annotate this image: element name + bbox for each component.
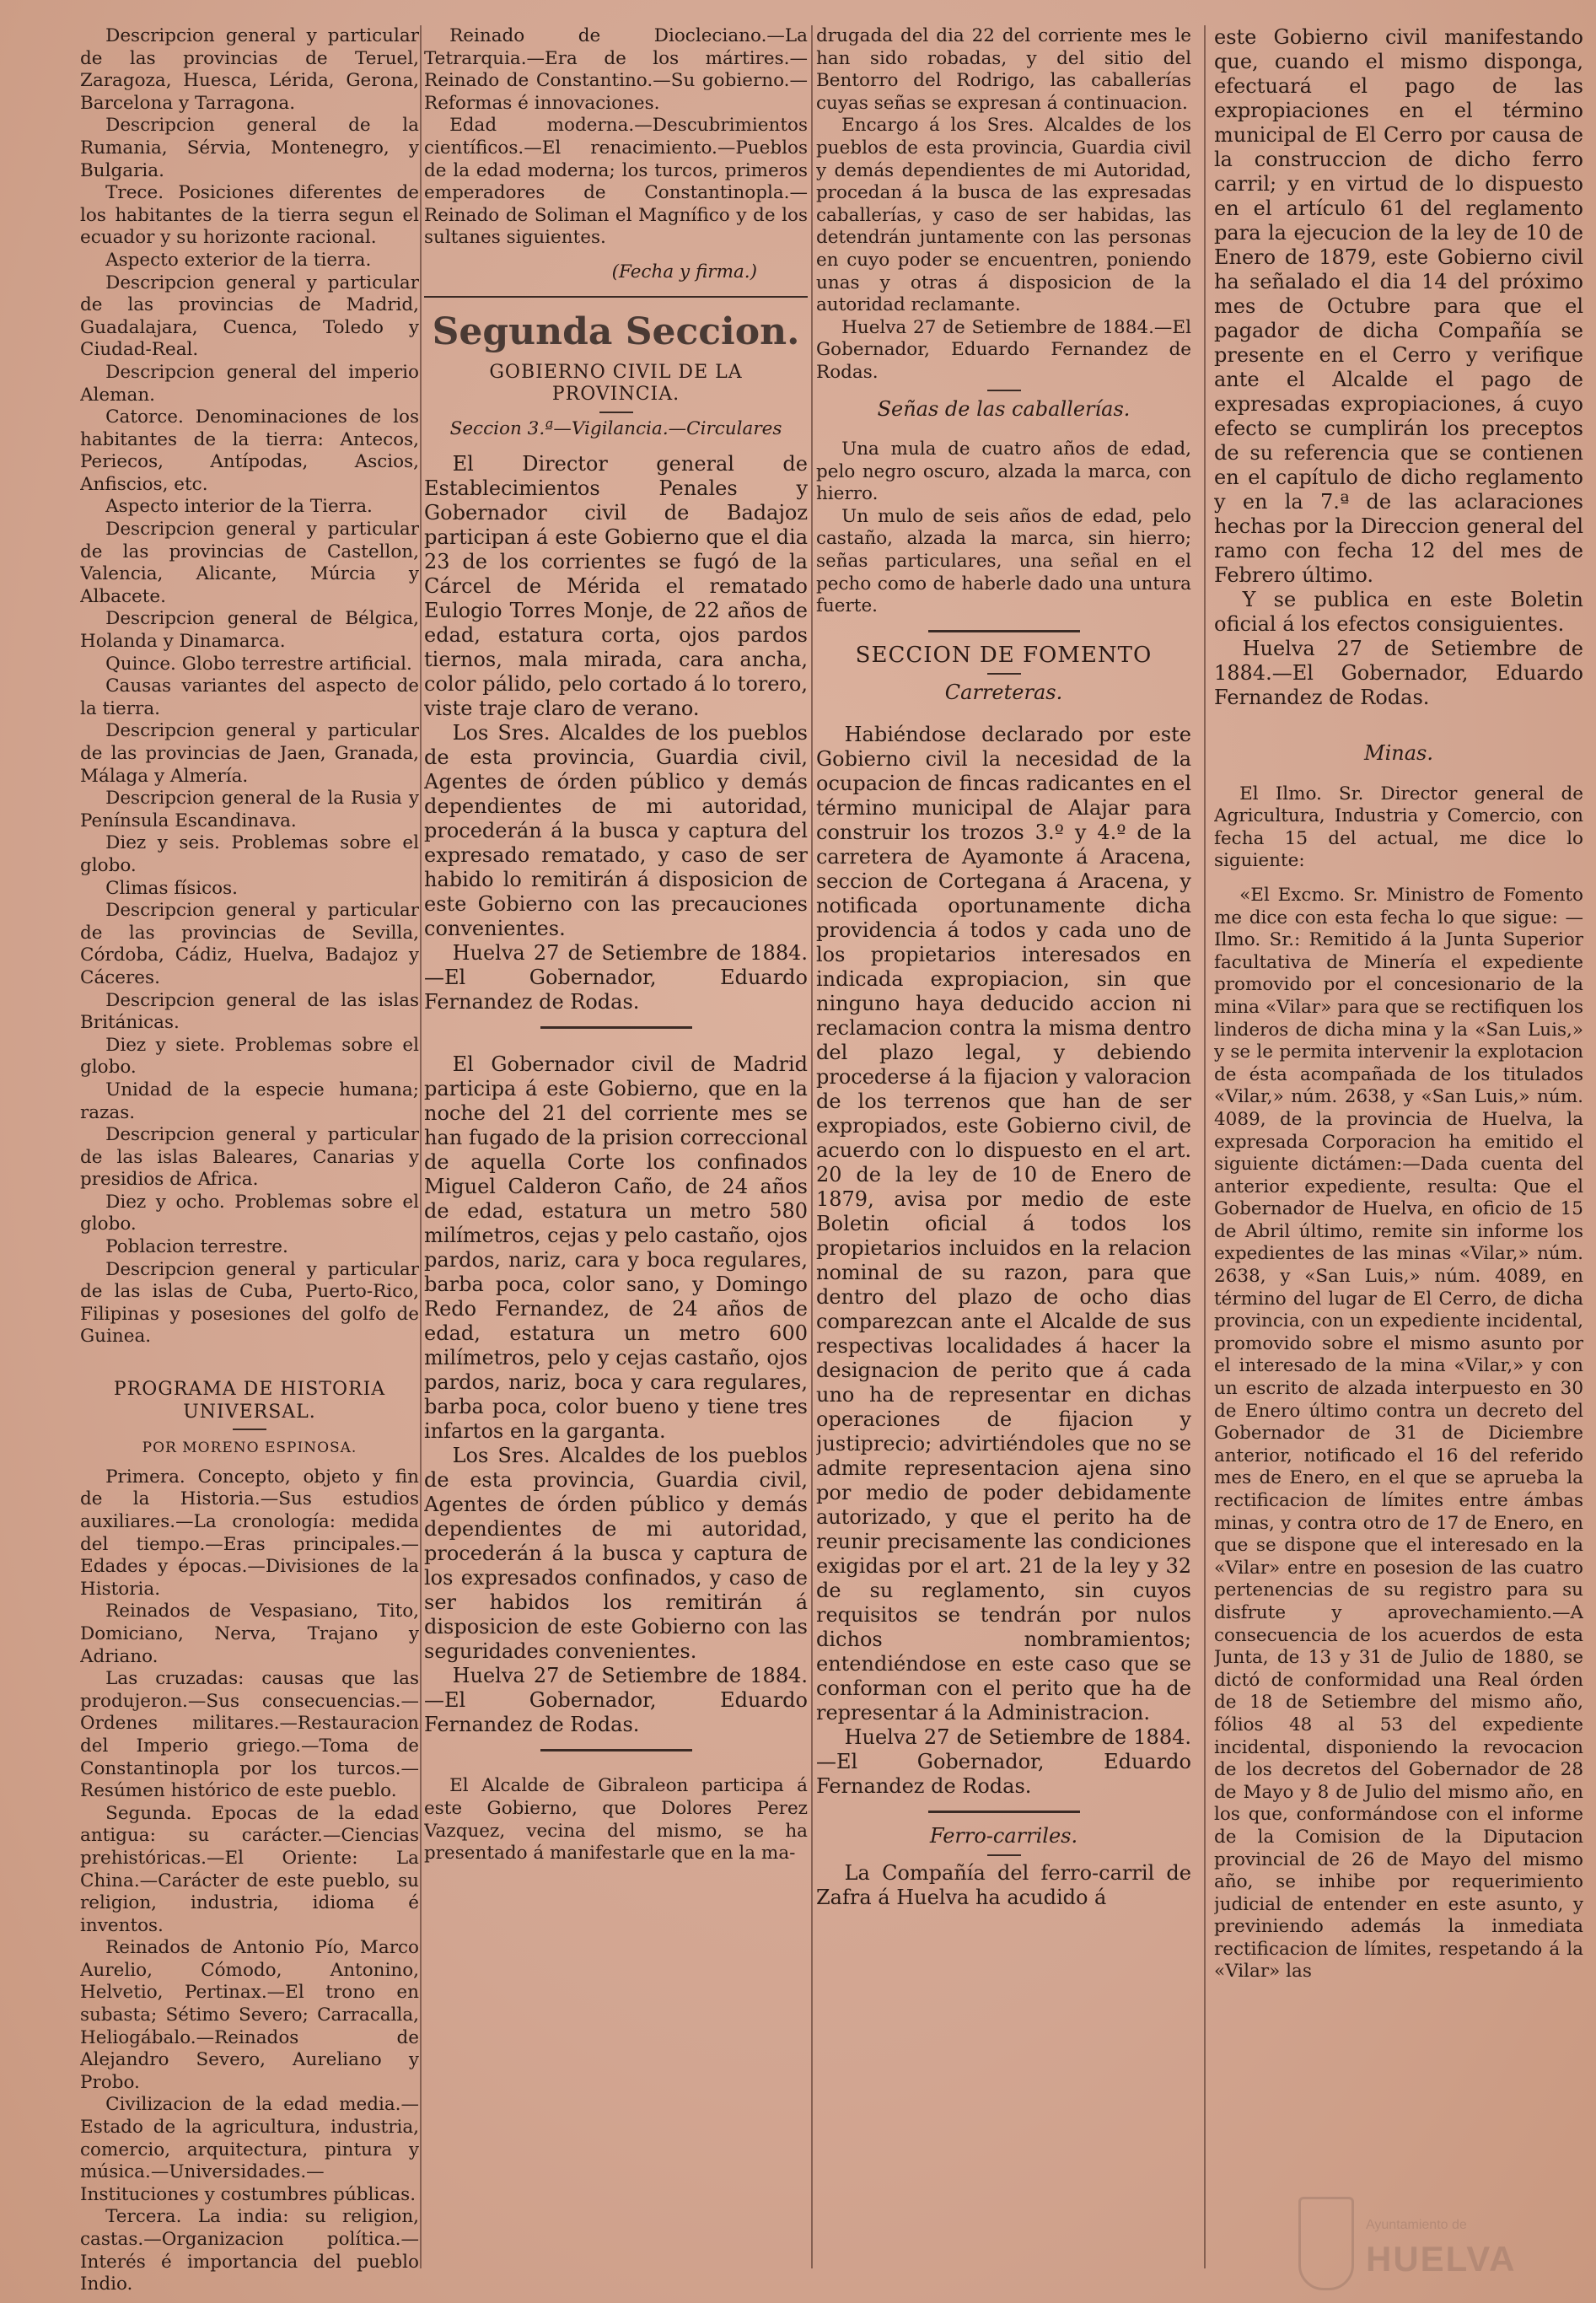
paragraph: El Alcalde de Gibraleon participa á este Gobierno, que Dolores Perez Vazquez, vecina del mismo, se ha presentado á manifestarle que en la ma- bbox=[424, 1775, 808, 1864]
paragraph: Edad moderna.—Descubrimientos científicos.—El renacimiento.—Pueblos de la edad moderna; los turcos, primeros emperadores de Constantinopla.—Reinado de Soliman el Magnífico y de los sultanes siguientes. bbox=[424, 115, 808, 249]
paragraph: Un mulo de seis años de edad, pelo castaño, alzada la marca, sin hierro; señas particulares, una señal en el pecho como de haberle dado una untura fuerte. bbox=[816, 505, 1191, 617]
paragraph: Descripcion general y particular de las provincias de Jaen, Granada, Málaga y Almería. bbox=[80, 720, 419, 787]
column-3 bbox=[816, 25, 1191, 1910]
paragraph: Reinados de Antonio Pío, Marco Aurelio, Cómodo, Antonino, Helvetio, Pertinax.—El trono en subasta; Sétimo Severo; Carracalla, Heliogábalo.—Reinados de Alejandro Severo, Aureliano y Probo. bbox=[80, 1937, 419, 2093]
paragraph: Aspecto interior de la Tierra. bbox=[105, 496, 373, 518]
programa-title: PROGRAMA DE HISTORIA UNIVERSAL. bbox=[113, 1379, 386, 1423]
watermark-line2: HUELVA bbox=[1366, 2239, 1517, 2279]
paragraph: Diez y siete. Problemas sobre el globo. bbox=[80, 1034, 419, 1079]
paragraph: Habiéndose declarado por este Gobierno civil la necesidad de la ocupacion de fincas radicantes en el término municipal de Alajar para construir los trozos 3.º y 4.º de la carretera de Ayamonte á Aracena, seccion de Cortegana á Aracena, y notificada oportunamente dicha providencia á todos y cada uno de los propietarios interesados en indicada expropiacion, sin que ninguno haya deducido accion ni reclamacion contra la misma dentro del plazo legal, y debiendo procederse á la fijacion y valoracion de los terrenos que han de ser expropiados, este Gobierno civil, de acuerdo con lo dispuesto en el art. 20 de la ley de 10 de Enero de 1879, avisa por medio de este Boletin oficial á todos los propietarios incluidos en la relacion nominal de su razon, para que dentro del plazo de ocho dias comparezcan ante el Alcalde de sus respectivas localidades á hacer la designacion de perito que á cada uno ha de representar en dichas operaciones de fijacion y justiprecio; advirtiéndoles que no se admite representacion ajena sino por medio de poder debidamente autorizado, y que el perito ha de reunir precisamente las condiciones exigidas por el art. 21 de la ley y 32 de su reglamento, sin cuyos requisitos se tendrán por nulos dichos nombramientos; entendiéndose en este caso que se conforman con el perito que ha de representar á la Administracion. bbox=[816, 723, 1191, 1725]
paragraph: Poblacion terrestre. bbox=[105, 1236, 288, 1258]
fomento-title: SECCION DE FOMENTO bbox=[855, 642, 1153, 668]
paragraph: Segunda. Epocas de la edad antigua: su carácter.—Ciencias prehistóricas.—El Oriente: La China.—Carácter de este pueblo, su religion, industria, idioma é inventos. bbox=[80, 1802, 419, 1936]
paragraph: Diez y seis. Problemas sobre el globo. bbox=[80, 832, 419, 876]
paragraph: Reinado de Diocleciano.—La Tetrarquia.—Era de los mártires.—Reinado de Constantino.—Su gobierno.—Reformas é innovaciones. bbox=[424, 25, 808, 114]
paragraph: La Compañía del ferro-carril de Zafra á Huelva ha acudido á bbox=[816, 1860, 1191, 1909]
programa-author: POR MORENO ESPINOSA. bbox=[142, 1439, 357, 1457]
senas-title: Señas de las caballerías. bbox=[877, 396, 1131, 421]
paragraph: Reinados de Vespasiano, Tito, Domiciano, Nerva, Trajano y Adriano. bbox=[80, 1601, 419, 1667]
paragraph: Huelva 27 de Setiembre de 1884.—El Gobernador, Eduardo Fernandez de Rodas. bbox=[1214, 637, 1583, 709]
paragraph: Huelva 27 de Setiembre de 1884.—El Gobernador, Eduardo Fernandez de Rodas. bbox=[816, 1725, 1191, 1799]
paragraph: Descripcion general de las islas Británicas. bbox=[80, 989, 419, 1034]
ferro-title: Ferro-carriles. bbox=[929, 1824, 1078, 1848]
paragraph: Y se publica en este Boletin oficial á los efectos consiguientes. bbox=[1214, 588, 1583, 636]
paragraph: Los Sres. Alcaldes de los pueblos de esta provincia, Guardia civil, Agentes de órden público y demás dependientes de mi autoridad, procederán á la busca y captura de los expresados confinados, y caso de ser habidos los remitirán á disposicion de este Gobierno con las seguridades convenientes. bbox=[424, 1444, 808, 1664]
paragraph: drugada del dia 22 del corriente mes le han sido robadas, y del sitio del Bentorro del Rodrigo, las caballerías cuyas señas se expresan á continuacion. bbox=[816, 25, 1191, 114]
paragraph: Descripcion general de la Rusia y Península Escandinava. bbox=[80, 788, 419, 831]
paragraph: este Gobierno civil manifestando que, cuando el mismo disponga, efectuará el pago de las expropiaciones en el término municipal de El Cerro por causa de la construccion de dicho ferro carril; y en virtud de lo dispuesto en el artículo 61 del reglamento para la ejecucion de la ley de 10 de Enero de 1879, este Gobierno civil ha señalado el dia 14 del próximo mes de Octubre para que el pagador de dicha Compañía se presente en el Cerro y verifique ante el Alcalde el pago de expresadas expropiaciones, á cuyo efecto se cumplirán los preceptos de su referencia que se contienen en el capítulo de dicho reglamento y en la 7.ª de las aclaraciones hechas por la Direccion general del ramo con fecha 12 del mes de Febrero último. bbox=[1214, 25, 1583, 587]
section-title: Segunda Seccion. bbox=[432, 309, 800, 353]
column-1 bbox=[80, 25, 419, 2296]
column-2 bbox=[424, 25, 808, 1865]
paragraph: Causas variantes del aspecto de la tierra. bbox=[80, 675, 419, 719]
column-divider bbox=[1204, 25, 1206, 2268]
paragraph: Descripcion general y particular de las provincias de Sevilla, Córdoba, Cádiz, Huelva, Badajoz y Cáceres. bbox=[80, 900, 419, 988]
paragraph: Tercera. La india: su religion, castas.—Organizacion política.—Interés é importancia del pueblo Indio. bbox=[80, 2206, 419, 2295]
watermark-line1: Ayuntamiento de bbox=[1366, 2218, 1467, 2232]
shield-icon bbox=[1298, 2197, 1354, 2290]
paragraph: Huelva 27 de Setiembre de 1884.—El Gobernador, Eduardo Fernandez de Rodas. bbox=[424, 1664, 808, 1737]
paragraph: Descripcion general del imperio Aleman. bbox=[80, 361, 419, 406]
paragraph: El Gobernador civil de Madrid participa á este Gobierno, que en la noche del 21 del corriente mes se han fugado de la prision correccional de aquella Corte los confinados Miguel Calderon Caño, de 24 años de edad, estatura un metro 580 milímetros, cejas y pelo castaño, ojos pardos, nariz, cara y boca regulares, barba poca, color sano, y Domingo Redo Fernandez, de 24 años de edad, estatura un metro 600 milímetros, pelo y cejas castaño, ojos pardos, nariz, boca y cara regulares, barba poca, color bueno y tiene tres infartos en la garganta. bbox=[424, 1052, 808, 1444]
seccion-subtitle: Seccion 3.ª—Vigilancia.—Circulares bbox=[449, 417, 782, 439]
paragraph: Descripcion general de la Rumania, Sérvia, Montenegro, y Bulgaria. bbox=[80, 115, 419, 181]
signature: (Fecha y firma.) bbox=[611, 261, 757, 282]
paragraph: Descripcion general y particular de las provincias de Castellon, Valencia, Alicante, Múrcia y Albacete. bbox=[80, 519, 419, 607]
carreteras-title: Carreteras. bbox=[944, 681, 1063, 705]
paragraph: Huelva 27 de Setiembre de 1884.—El Gobernador, Eduardo Fernandez de Rodas. bbox=[816, 316, 1191, 383]
paragraph: Huelva 27 de Setiembre de 1884.—El Gobernador, Eduardo Fernandez de Rodas. bbox=[424, 941, 808, 1014]
watermark bbox=[1298, 2193, 1577, 2294]
column-4 bbox=[1214, 25, 1583, 1983]
paragraph: Descripcion general y particular de las islas Baleares, Canarias y presidios de Africa. bbox=[80, 1124, 419, 1191]
paragraph: Climas físicos. bbox=[105, 877, 238, 899]
paragraph: Descripcion general de Bélgica, Holanda y Dinamarca. bbox=[80, 608, 419, 653]
paragraph: «El Excmo. Sr. Ministro de Fomento me dice con esta fecha lo que sigue: —Ilmo. Sr.: Remitido á la Junta Superior facultativa de Minería el expediente promovido por el concesionario de la mina «Vilar» para que se rectifiquen los linderos de dicha mina y la «San Luis,» y se le permita intervenir la explotacion de ésta acompañada de los titulados «Vilar,» núm. 2638, y «San Luis,» núm. 4089, de la provincia de Huelva, la expresada Corporacion ha emitido el siguiente dictámen:—Dada cuenta del anterior expediente, resulta: Que el Gobernador de Huelva, en oficio de 15 de Abril último, remite sin informe los expedientes de las minas «Vilar,» núm. 2638, y «San Luis,» núm. 4089, en término del lugar de El Cerro, de dicha provincia, con un expediente incidental, promovido sobre el mismo asunto por el interesado de la mina «Vilar,» y con un escrito de alzada interpuesto en 30 de Enero último contra un decreto del Gobernador de 31 de Diciembre anterior, notificado el 16 del referido mes de Enero, en el que se aprueba la rectificacion de límites entre ámbas minas, y contra otro de 17 de Enero, en que se dispone que el interesado en la «Vilar» entre en posesion de las cuatro pertenencias de su registro para su disfrute y aprovechamiento.—A consecuencia de los acuerdos de esta Junta, de 13 y 31 de Julio de 1880, se dictó de conformidad una Real órden de 18 de Setiembre del mismo año, fólios 48 al 53 del expediente incidental, disponiendo la revocacion de los decretos del Gobernador de 28 de Mayo y 8 de Julio del mismo año, en los que, conformándose con el informe de la Comision de la Diputacion provincial de 26 de Mayo del mismo año, se inhibe por requerimiento judicial de entender en este asunto, y previniendo además la inmediata rectificacion de límites, respetando á la «Vilar» las bbox=[1214, 884, 1583, 1983]
paragraph: Catorce. Denominaciones de los habitantes de la tierra: Antecos, Periecos, Antípodas, Ascios, Anfiscios, etc. bbox=[80, 406, 419, 495]
paragraph: Encargo á los Sres. Alcaldes de los pueblos de esta provincia, Guardia civil y demás dependientes de mi Autoridad, procedan á la busca de las expresadas caballerías, y caso de ser habidas, las detendrán juntamente con las personas en cuyo poder se encuentren, poniendo unas y otras á disposicion de la autoridad reclamante. bbox=[816, 115, 1191, 316]
paragraph: Una mula de cuatro años de edad, pelo negro oscuro, alzada la marca, con hierro. bbox=[816, 439, 1191, 505]
paragraph: Las cruzadas: causas que las produjeron.—Sus consecuencias.—Ordenes militares.—Restauracion del Imperio griego.—Toma de Constantinopla por los turcos.—Resúmen histórico de este pueblo. bbox=[80, 1668, 419, 1802]
gobierno-title: GOBIERNO CIVIL DE LA PROVINCIA. bbox=[489, 361, 743, 406]
paragraph: Aspecto exterior de la tierra. bbox=[105, 249, 372, 271]
paragraph: El Ilmo. Sr. Director general de Agricultura, Industria y Comercio, con fecha 15 del actual, me dice lo siguiente: bbox=[1214, 783, 1583, 872]
column-divider bbox=[811, 25, 813, 2268]
paragraph: Diez y ocho. Problemas sobre el globo. bbox=[80, 1191, 419, 1235]
paragraph: Descripcion general y particular de las islas de Cuba, Puerto-Rico, Filipinas y posesiones del golfo de Guinea. bbox=[80, 1258, 419, 1348]
paragraph: Descripcion general y particular de las provincias de Madrid, Guadalajara, Cuenca, Toledo y Ciudad-Real. bbox=[80, 272, 419, 361]
paragraph: Los Sres. Alcaldes de los pueblos de esta provincia, Guardia civil, Agentes de órden público y demás dependientes de mi autoridad, procederán á la busca y captura del expresado rematado, y caso de ser habido lo remitirán á disposicion de este Gobierno con las precauciones convenientes. bbox=[424, 721, 808, 941]
paragraph: Quince. Globo terrestre artificial. bbox=[105, 653, 412, 675]
paragraph: El Director general de Establecimientos Penales y Gobernador civil de Badajoz participan á este Gobierno que el dia 23 de los corrientes se fugó de la Cárcel de Mérida el rematado Eulogio Torres Monje, de 22 años de edad, estatura corta, ojos pardos tiernos, mala mirada, cara ancha, color pálido, pelo cortado á lo torero, viste traje claro de verano. bbox=[424, 452, 808, 721]
column-divider bbox=[420, 25, 422, 2268]
paragraph: Primera. Concepto, objeto y fin de la Historia.—Sus estudios auxiliares.—La cronología: medida del tiempo.—Eras principales.—Edades y épocas.—Divisiones de la Historia. bbox=[80, 1466, 419, 1600]
paragraph: Unidad de la especie humana; razas. bbox=[80, 1079, 419, 1123]
minas-title: Minas. bbox=[1364, 741, 1433, 765]
paragraph: Descripcion general y particular de las provincias de Teruel, Zaragoza, Huesca, Lérida, Gerona, Barcelona y Tarragona. bbox=[80, 25, 419, 114]
paragraph: Trece. Posiciones diferentes de los habitantes de la tierra segun el ecuador y su horizonte racional. bbox=[80, 182, 419, 249]
paragraph: Civilizacion de la edad media.—Estado de la agricultura, industria, comercio, arquitectura, pintura y música.—Universidades.—Instituciones y costumbres públicas. bbox=[80, 2094, 419, 2205]
